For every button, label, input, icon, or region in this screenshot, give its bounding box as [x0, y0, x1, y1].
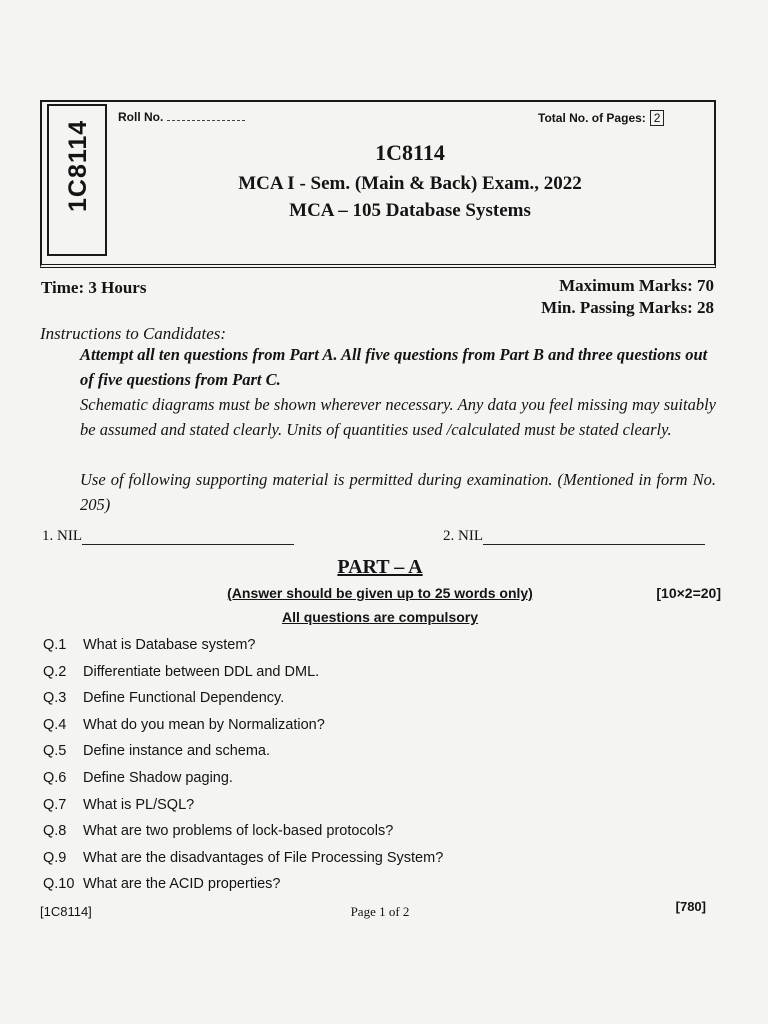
roll-label: Roll No. — [118, 110, 164, 124]
instruction-diagrams: Schematic diagrams must be shown wherever necessary. Any data you feel missing may suitably be assumed and stated clearly. Units of quantities used /calculated must be stated clearly. — [80, 395, 716, 439]
instruction-attempt: Attempt all ten questions from Part A. All five questions from Part B and three questions out of five questions from Part C. — [80, 345, 708, 389]
question-text: What do you mean by Normalization? — [83, 716, 325, 733]
min-passing-marks: Min. Passing Marks: 28 — [541, 298, 714, 317]
question-item — [43, 632, 723, 659]
instruction-material: Use of following supporting material is permitted during examination. (Mentioned in form No. 205) — [80, 470, 716, 514]
question-number: Q.10 — [43, 876, 75, 893]
question-number: Q.1 — [43, 637, 67, 653]
question-number: Q.3 — [43, 690, 67, 707]
question-text: Differentiate between DDL and DML. — [83, 663, 320, 680]
answer-note: (Answer should be given up to 25 words only) — [227, 585, 533, 601]
pages-value: 2 — [650, 110, 665, 126]
total-pages — [538, 110, 664, 126]
material-1-line — [82, 530, 294, 545]
question-item — [43, 845, 723, 872]
footer-page-number: Page 1 of 2 — [350, 904, 410, 919]
side-paper-code: 1C8114 — [64, 119, 92, 212]
question-item — [43, 738, 723, 765]
footer-serial: [780] — [675, 899, 706, 914]
paper-code: 1C8114 — [375, 140, 445, 165]
question-number: Q.4 — [43, 716, 67, 733]
pages-label: Total No. of Pages: — [538, 111, 646, 125]
subject-title: MCA – 105 Database Systems — [289, 200, 531, 221]
part-a-marks: [10×2=20] — [656, 585, 721, 601]
question-text: Define instance and schema. — [83, 743, 270, 760]
question-text: What are the ACID properties? — [83, 876, 281, 893]
question-number: Q.6 — [43, 769, 67, 786]
material-2-line — [483, 530, 705, 545]
compulsory-note: All questions are compulsory — [281, 609, 479, 625]
material-item-2 — [443, 528, 705, 545]
question-item — [43, 659, 723, 686]
exam-title: MCA I - Sem. (Main & Back) Exam., 2022 — [238, 173, 582, 194]
question-text: What is PL/SQL? — [83, 796, 195, 813]
question-number: Q.2 — [43, 663, 67, 680]
material-item-1 — [42, 528, 294, 545]
question-number: Q.8 — [43, 823, 67, 840]
question-item — [43, 818, 723, 845]
footer-paper-code: [1C8114] — [40, 904, 92, 919]
question-item — [43, 685, 723, 712]
time-allowed: Time: 3 Hours — [41, 278, 147, 297]
question-item — [43, 871, 723, 898]
question-text: What is Database system? — [83, 637, 256, 653]
maximum-marks: Maximum Marks: 70 — [559, 276, 714, 295]
question-number: Q.9 — [43, 849, 67, 866]
question-item — [43, 765, 723, 792]
question-item — [43, 792, 723, 819]
roll-number — [118, 110, 245, 124]
instructions-heading: Instructions to Candidates: — [40, 324, 227, 343]
material-1-text: 1. NIL — [42, 528, 82, 544]
question-item — [43, 712, 723, 739]
question-text: What are the disadvantages of File Processing System? — [83, 849, 444, 866]
question-text: Define Shadow paging. — [83, 769, 233, 786]
roll-number-blank — [167, 120, 245, 121]
question-number: Q.7 — [43, 796, 67, 813]
question-text: What are two problems of lock-based protocols? — [83, 823, 394, 840]
question-number: Q.5 — [43, 743, 67, 760]
material-2-text: 2. NIL — [443, 528, 483, 544]
question-list — [43, 632, 723, 898]
question-text: Define Functional Dependency. — [83, 690, 285, 707]
part-a-title: PART – A — [337, 556, 423, 578]
